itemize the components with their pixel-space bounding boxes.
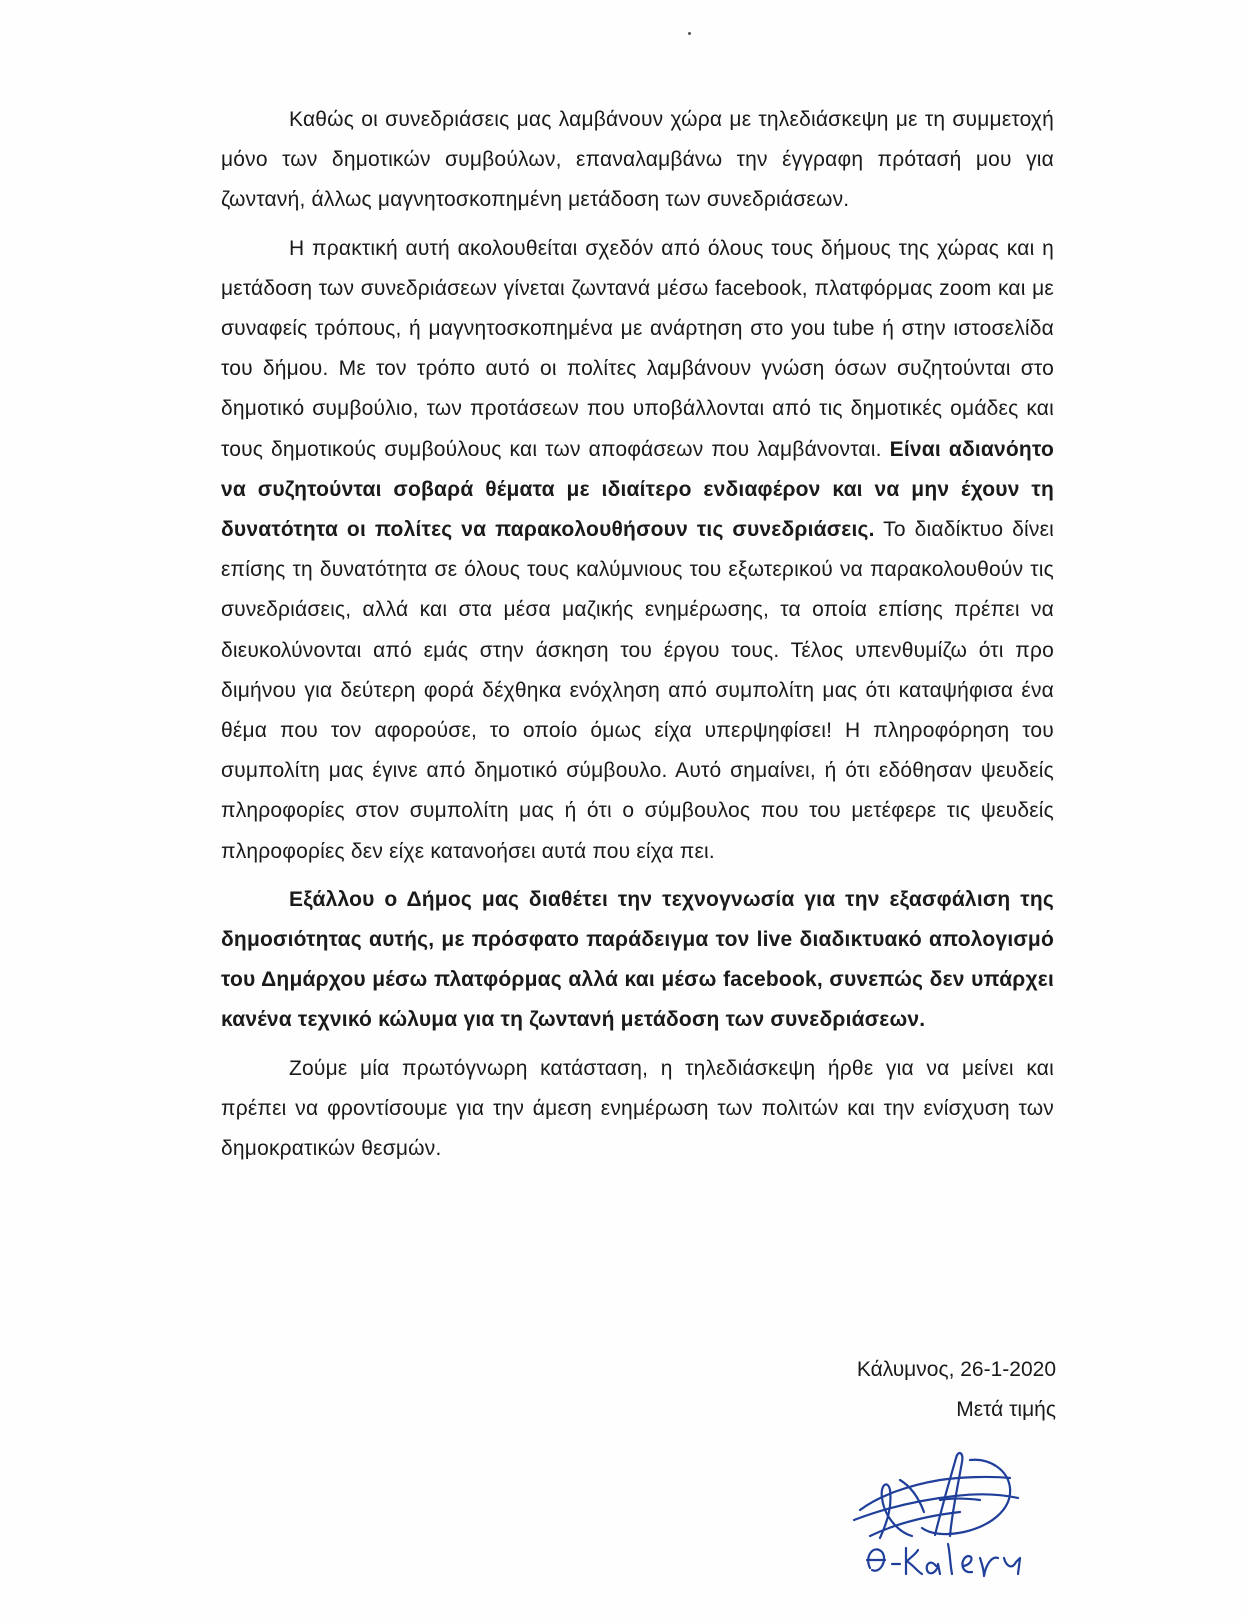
paragraph-3: Εξάλλου ο Δήμος μας διαθέτει την τεχνογνωσία για την εξασφάλιση της δημοσιότητας αυτής, με πρόσφατο παράδειγμα τον live διαδικτυακό απολογισμό του Δημάρχου μέσω πλατφόρμας αλλά και μέσω facebook, συνεπώς δεν υπάρχει κανένα τεχνικό κώλυμα για τη ζωντανή μετάδοση των συνεδριάσεων. <box>221 887 1054 1032</box>
paragraph-1: Καθώς οι συνεδριάσεις μας λαμβάνουν χώρα με τηλεδιάσκεψη με τη συμμετοχή μόνο των δημοτικών συμβούλων, επαναλαμβάνω την έγγραφη πρότασή μου για ζωντανή, άλλως μαγνητοσκοπημένη μετάδοση των συνεδριάσεων. <box>221 108 1054 212</box>
paragraph-2 <box>221 229 1054 872</box>
paragraph-4: Ζούμε μία πρωτόγνωρη κατάσταση, η τηλεδιάσκεψη ήρθε για να μείνει και πρέπει να φροντίσουμε για την άμεση ενημέρωση των πολιτών και την ενίσχυση των δημοκρατικών θεσμών. <box>221 1056 1054 1161</box>
paragraph-2-text-1: Η πρακτική αυτή ακολουθείται σχεδόν από όλους τους δήμους της χώρας και η μετάδοση των συνεδριάσεων γίνεται ζωντανά μέσω facebook, πλατφόρμας zoom και με συναφείς τρόπους, ή μαγνητοσκοπημένα με ανάρτηση στο you tube ή στην ιστοσελίδα του δήμου. Με τον τρόπο αυτό οι πολίτες λαμβάνουν γνώση όσων συζητούνται στο δημοτικό συμβούλιο, των προτάσεων που υποβάλλονται από τις δημοτικές ομάδες και τους δημοτικούς συμβούλους και των αποφάσεων που λαμβάνονται. <box>221 236 1054 461</box>
paragraph-2-bold-statement: Είναι αδιανόητο να συζητούνται σοβαρά θέματα με ιδιαίτερο ενδιαφέρον και να μην έχουν τη δυνατότητα οι πολίτες να παρακολουθήσουν τις συνεδριάσεις. <box>221 437 1054 542</box>
signature-name: Θ-Καλέρη <box>840 1440 845 1441</box>
handwritten-signature <box>840 1440 1060 1590</box>
letter-body <box>221 100 1054 1169</box>
salutation: Μετά τιμής <box>956 1398 1056 1421</box>
scan-speck <box>688 32 691 35</box>
closing-block <box>656 1350 1056 1430</box>
paragraph-2-text-2: Το διαδίκτυο δίνει επίσης τη δυνατότητα σε όλους τους καλύμνιους του εξωτερικού να παρακολουθούν τις συνεδριάσεις, αλλά και στα μέσα μαζικής ενημέρωσης, τα οποία επίσης πρέπει να διευκολύνονται από εμάς στην άσκηση του έργου τους. Τέλος υπενθυμίζω ότι προ διμήνου για δεύτερη φορά δέχθηκα ενόχληση από συμπολίτη μας ότι καταψήφισα ένα θέμα που τον αφορούσε, το οποίο όμως είχα υπερψηφίσει! Η πληροφόρηση του συμπολίτη μας έγινε από δημοτικό σύμβουλο. Αυτό σημαίνει, ή ότι εδόθησαν ψευδείς πληροφορίες στον συμπολίτη μας ή ότι ο σύμβουλος που του μετέφερε τις ψευδείς πληροφορίες δεν είχε κατανοήσει αυτά που είχα πει. <box>221 518 1054 863</box>
place-date: Κάλυμνος, 26-1-2020 <box>856 1358 1056 1381</box>
